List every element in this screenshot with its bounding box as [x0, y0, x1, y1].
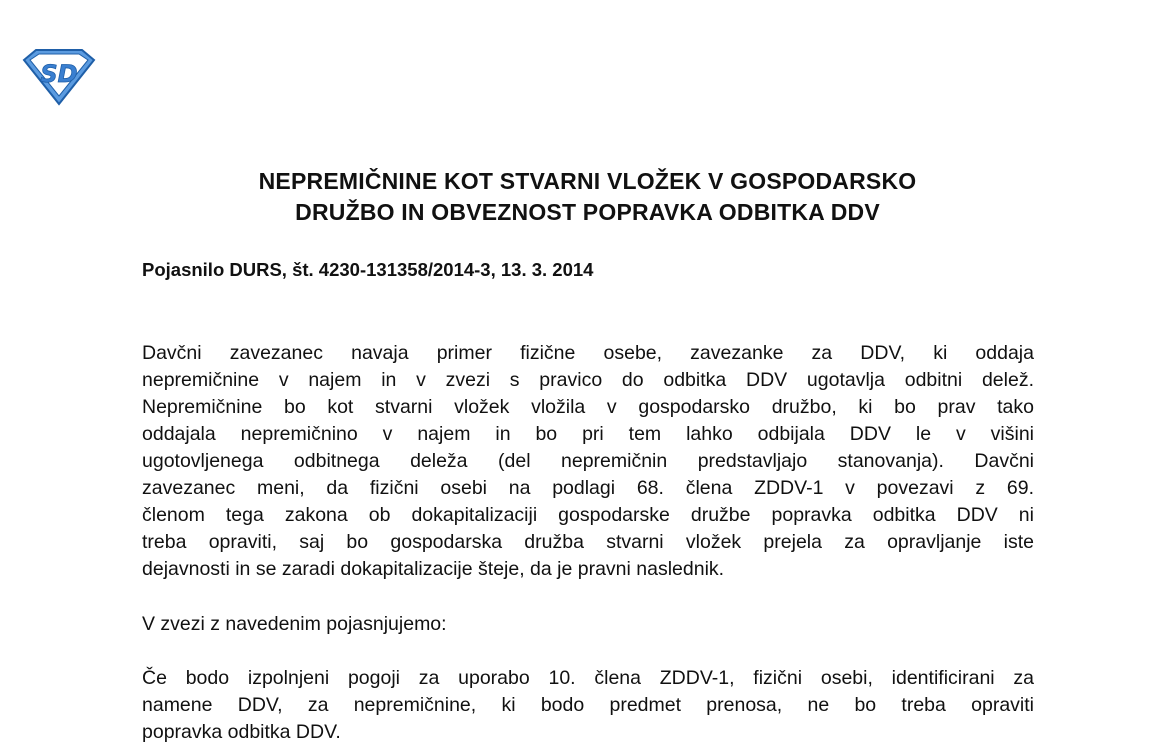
document-title	[140, 166, 1035, 228]
text-line: popravka odbitka DDV.	[142, 721, 341, 743]
paragraph-1	[142, 340, 1034, 583]
text-line: Davčni zavezanec navaja primer fizične osebe, zavezanke za DDV, ki oddaja	[142, 342, 1034, 364]
logo-shield-icon	[22, 48, 96, 106]
document-subtitle: Pojasnilo DURS, št. 4230-131358/2014-3, 13. 3. 2014	[142, 259, 594, 280]
text-line: oddajala nepremičnino v najem in bo pri tem lahko odbijala DDV le v višini	[142, 423, 1034, 445]
text-line: nepremičnine v najem in v zvezi s pravico do odbitka DDV ugotavlja odbitni delež.	[142, 369, 1034, 391]
text-line: ugotovljenega odbitnega deleža (del nepremičnin predstavljajo stanovanja). Davčni	[142, 450, 1034, 472]
text-line: členom tega zakona ob dokapitalizaciji gospodarske družbe popravka odbitka DDV ni	[142, 504, 1034, 526]
title-line: DRUŽBO IN OBVEZNOST POPRAVKA ODBITKA DDV	[295, 199, 880, 225]
logo-text: SD	[40, 60, 78, 88]
text-line: namene DDV, za nepremičnine, ki bodo predmet prenosa, ne bo treba opraviti	[142, 694, 1034, 716]
text-line: Če bodo izpolnjeni pogoji za uporabo 10. člena ZDDV-1, fizični osebi, identificirani za	[142, 667, 1034, 689]
text-line: treba opraviti, saj bo gospodarska družba stvarni vložek prejela za opravljanje iste	[142, 531, 1034, 553]
paragraph-3	[142, 665, 1034, 746]
text-line: Nepremičnine bo kot stvarni vložek vložila v gospodarsko družbo, ki bo prav tako	[142, 396, 1034, 418]
paragraph-2: V zvezi z navedenim pojasnjujemo:	[142, 613, 447, 635]
title-line: NEPREMIČNINE KOT STVARNI VLOŽEK V GOSPODARSKO	[258, 168, 917, 194]
text-line: zavezanec meni, da fizični osebi na podlagi 68. člena ZDDV-1 v povezavi z 69.	[142, 477, 1034, 499]
text-line: dejavnosti in se zaradi dokapitalizacije šteje, da je pravni naslednik.	[142, 558, 725, 580]
company-logo	[22, 48, 96, 106]
